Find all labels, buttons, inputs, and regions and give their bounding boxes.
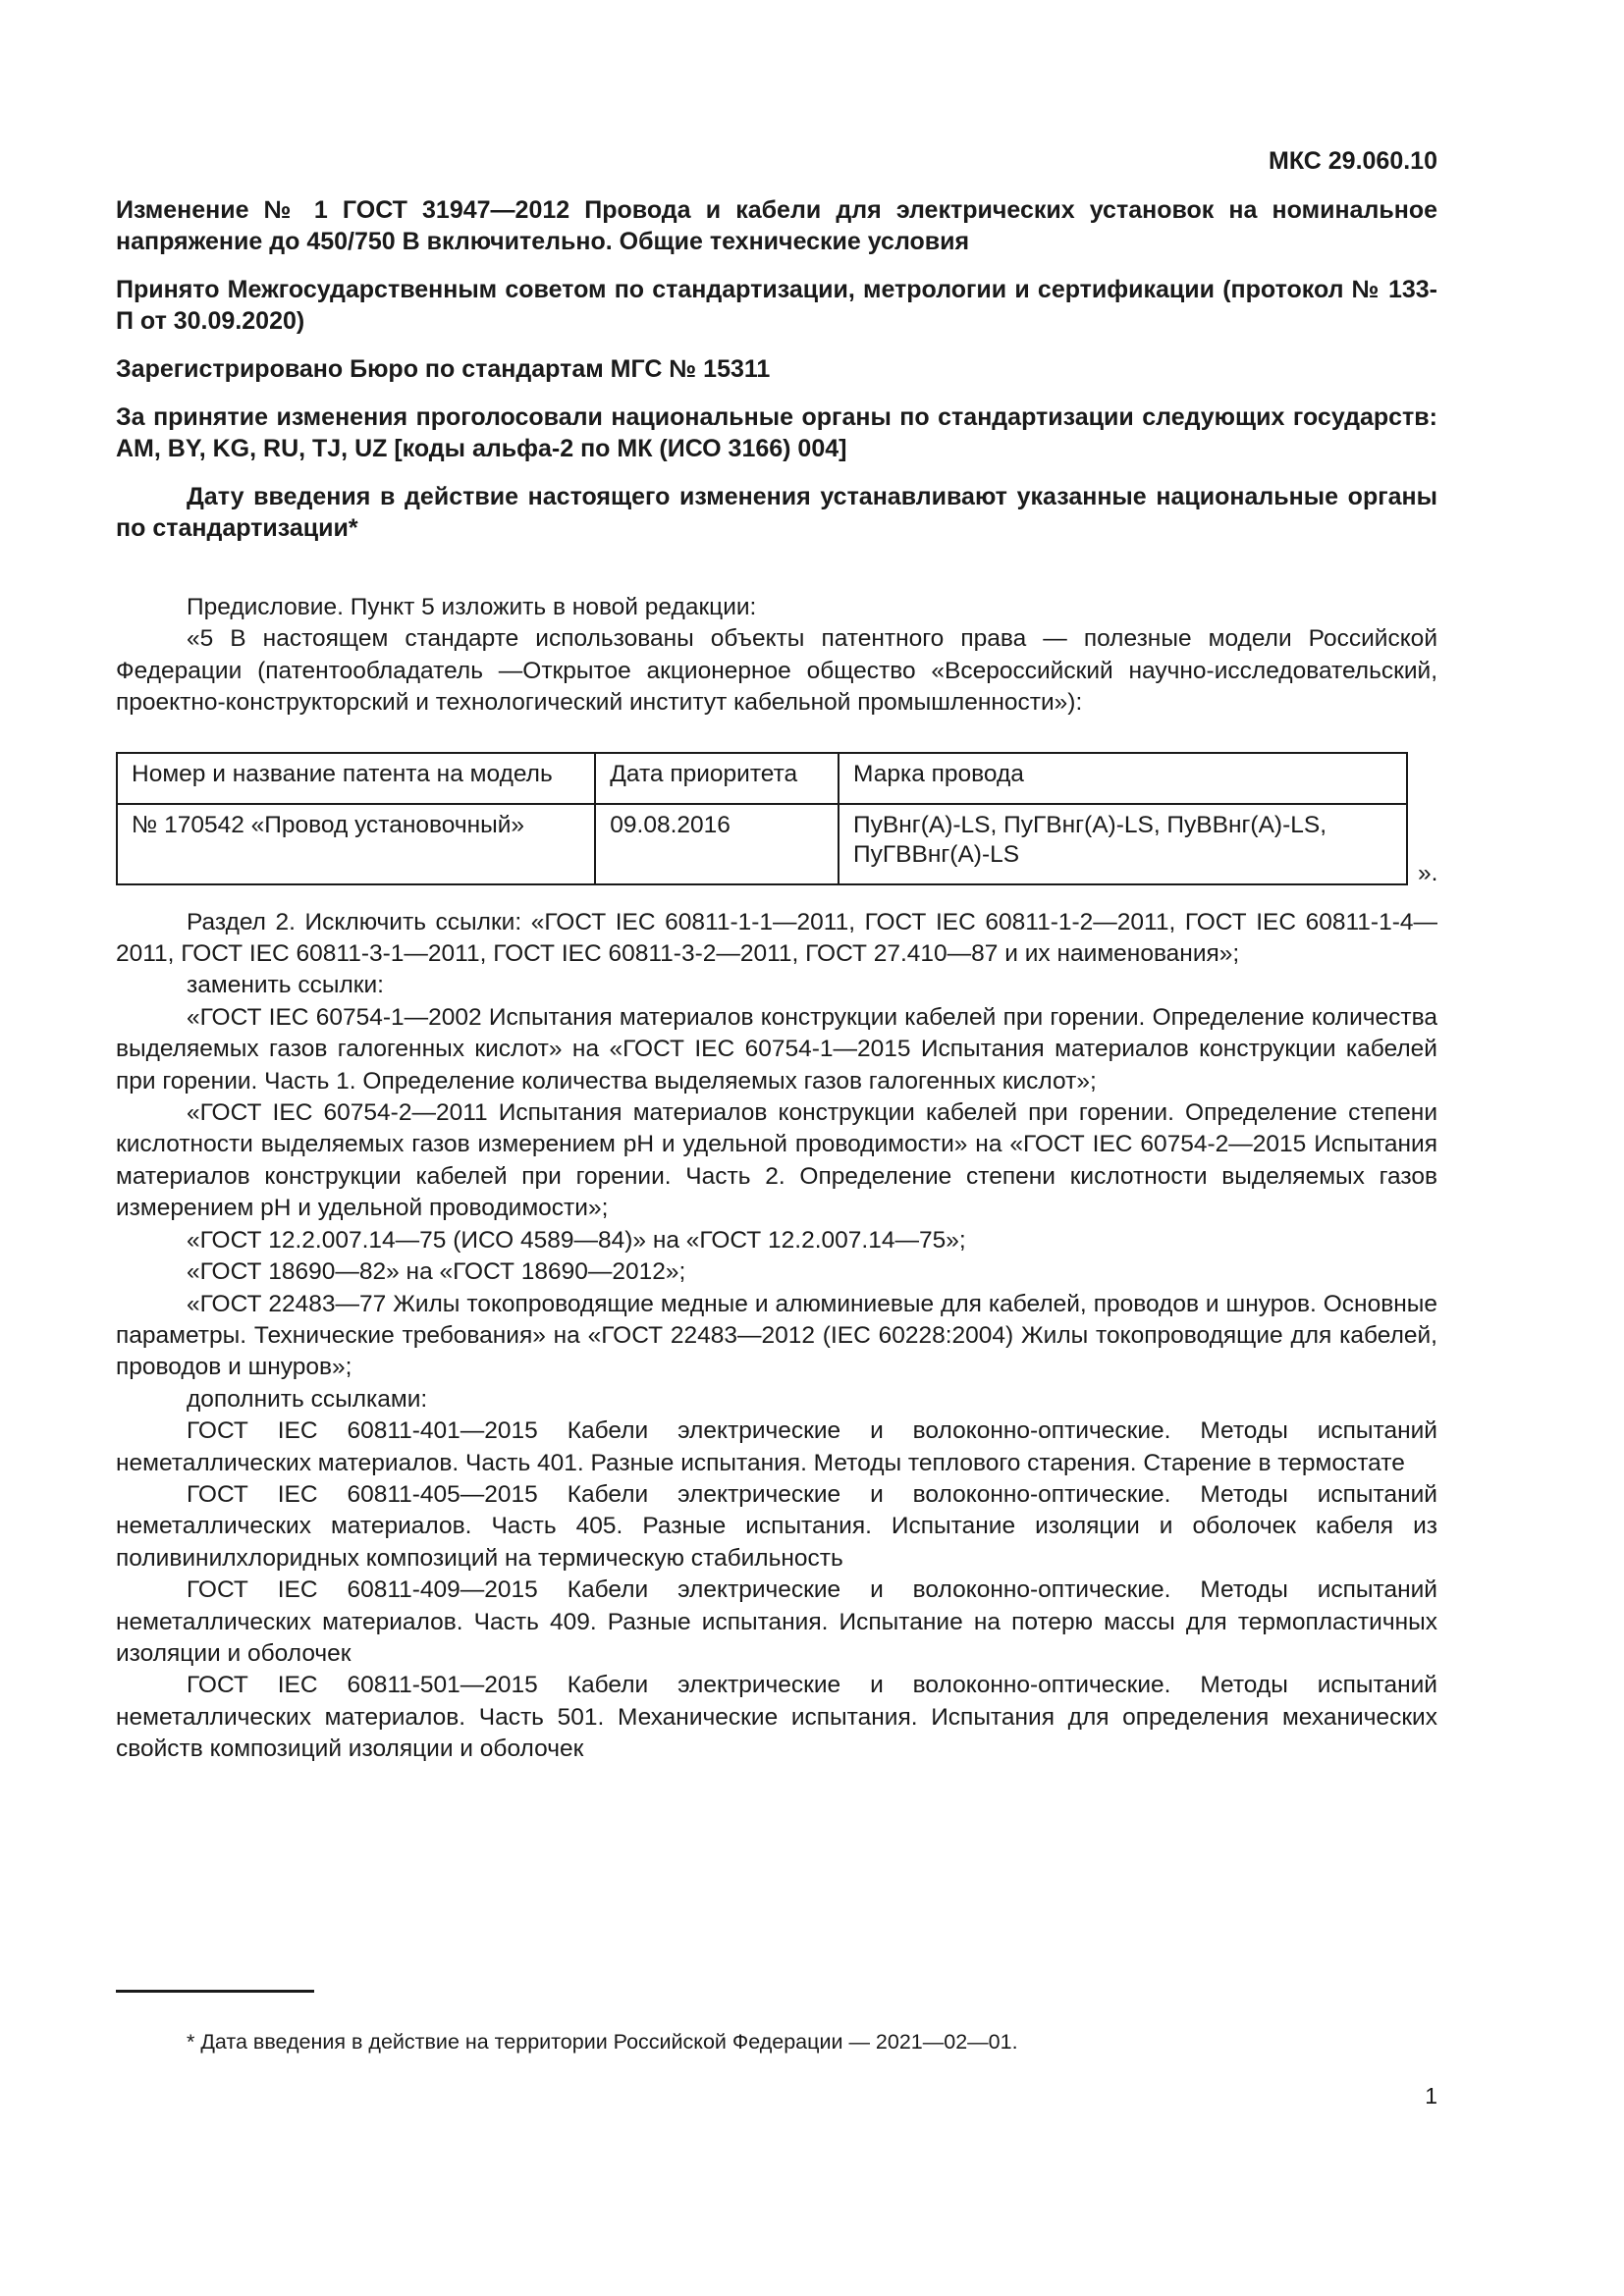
section-2-exclude: Раздел 2. Исключить ссылки: «ГОСТ IEC 60811-1-1—2011, ГОСТ IEC 60811-1-2—2011, ГОСТ IEC 60811-1-4—2011, ГОСТ IEC 60811-3-1—2011, ГОСТ IEC 60811-3-2—2011, ГОСТ 27.410—87 и их наименования»; <box>116 908 1437 968</box>
amendment-body <box>116 592 1437 1766</box>
add-ref-60811-401: ГОСТ IEC 60811-401—2015 Кабели электрические и волоконно-оптические. Методы испытаний неметаллических материалов. Часть 401. Разные испытания. Методы теплового старения. Старение в термостате <box>116 1417 1437 1476</box>
replace-ref-22483: «ГОСТ 22483—77 Жилы токопроводящие медные и алюминиевые для кабелей, проводов и шнуров. Основные параметры. Технические требования» на «ГОСТ 22483—2012 (IEC 60228:2004) Жилы токопроводящие для кабелей, проводов и шнуров»; <box>116 1290 1437 1381</box>
cell-priority-date: 09.08.2016 <box>595 804 839 884</box>
cell-wire-brand: ПуВнг(А)-LS, ПуГВнг(А)-LS, ПуВВнг(А)-LS, ПуГВВнг(А)-LS <box>839 804 1407 884</box>
column-header-wire-brand: Марка провода <box>839 753 1407 804</box>
page-number: 1 <box>1425 2083 1437 2109</box>
section-2-changes <box>116 907 1437 1766</box>
replace-ref-18690: «ГОСТ 18690—82» на «ГОСТ 18690—2012»; <box>187 1258 686 1286</box>
patent-paragraph: «5 В настоящем стандарте использованы объекты патентного права — полезные модели Российской Федерации (патентообладатель —Открытое акционерное общество «Всероссийский научно-исследовательский, проектно-конструкторский и технологический институт кабельной промышленности»): <box>116 625 1437 717</box>
table-header-row <box>117 753 1407 804</box>
preface-paragraph: Предисловие. Пункт 5 изложить в новой редакции: <box>187 594 757 620</box>
add-ref-60811-501: ГОСТ IEC 60811-501—2015 Кабели электрические и волоконно-оптические. Методы испытаний неметаллических материалов. Часть 501. Механические испытания. Испытания для определения механических свойств композиций изоляции и оболочек <box>116 1672 1437 1763</box>
registration-statement: Зарегистрировано Бюро по стандартам МГС № 15311 <box>116 355 771 383</box>
column-header-priority-date: Дата приоритета <box>595 753 839 804</box>
column-header-patent: Номер и название патента на модель <box>117 753 595 804</box>
patent-table-wrapper <box>116 752 1437 885</box>
effective-date-statement: Дату введения в действие настоящего изменения устанавливают указанные национальные органы по стандартизации* <box>116 483 1437 542</box>
replace-ref-60754-2: «ГОСТ IEC 60754-2—2011 Испытания материалов конструкции кабелей при горении. Определение степени кислотности выделяемых газов измерением pH и удельной проводимости» на «ГОСТ IEC 60754-2—2015 Испытания материалов конструкции кабелей при горении. Часть 2. Определение степени кислотности выделяемых газов измерением pH и удельной проводимости»; <box>116 1099 1437 1222</box>
amendment-title: Изменение № 1 ГОСТ 31947—2012 Провода и кабели для электрических установок на номинальное напряжение до 450/750 В включительно. Общие технические условия <box>116 196 1437 255</box>
add-ref-60811-409: ГОСТ IEC 60811-409—2015 Кабели электрические и волоконно-оптические. Методы испытаний неметаллических материалов. Часть 409. Разные испытания. Испытание на потерю массы для термопластичных изоляции и оболочек <box>116 1576 1437 1667</box>
patent-table <box>116 752 1408 885</box>
document-page <box>116 0 1437 2296</box>
voting-statement: За принятие изменения проголосовали национальные органы по стандартизации следующих государств: AM, BY, KG, RU, TJ, UZ [коды альфа-2 по МК (ИСО 3166) 004] <box>116 403 1437 462</box>
replace-refs-label: заменить ссылки: <box>187 972 384 999</box>
cell-patent: № 170542 «Провод установочный» <box>117 804 595 884</box>
footnote: * Дата введения в действие на территории Российской Федерации — 2021—02—01. <box>187 2030 1018 2054</box>
table-closing-quote: ». <box>1418 859 1438 886</box>
add-ref-60811-405: ГОСТ IEC 60811-405—2015 Кабели электрические и волоконно-оптические. Методы испытаний неметаллических материалов. Часть 405. Разные испытания. Испытание изоляции и оболочек кабеля из поливинилхлоридных композиций на термическую стабильность <box>116 1480 1437 1572</box>
replace-ref-60754-1: «ГОСТ IEC 60754-1—2002 Испытания материалов конструкции кабелей при горении. Определение количества выделяемых газов галогенных кислот» на «ГОСТ IEC 60754-1—2015 Испытания материалов конструкции кабелей при горении. Часть 1. Определение количества выделяемых газов галогенных кислот»; <box>116 1003 1437 1095</box>
mks-code: МКС 29.060.10 <box>1269 147 1437 175</box>
adoption-statement: Принято Межгосударственным советом по стандартизации, метрологии и сертификации (протокол № 133-П от 30.09.2020) <box>116 276 1437 335</box>
footnote-divider <box>116 1990 314 1993</box>
replace-ref-12-2-007-14: «ГОСТ 12.2.007.14—75 (ИСО 4589—84)» на «ГОСТ 12.2.007.14—75»; <box>187 1226 966 1254</box>
table-row <box>117 804 1407 884</box>
add-refs-label: дополнить ссылками: <box>187 1385 428 1413</box>
amendment-header <box>116 194 1437 561</box>
